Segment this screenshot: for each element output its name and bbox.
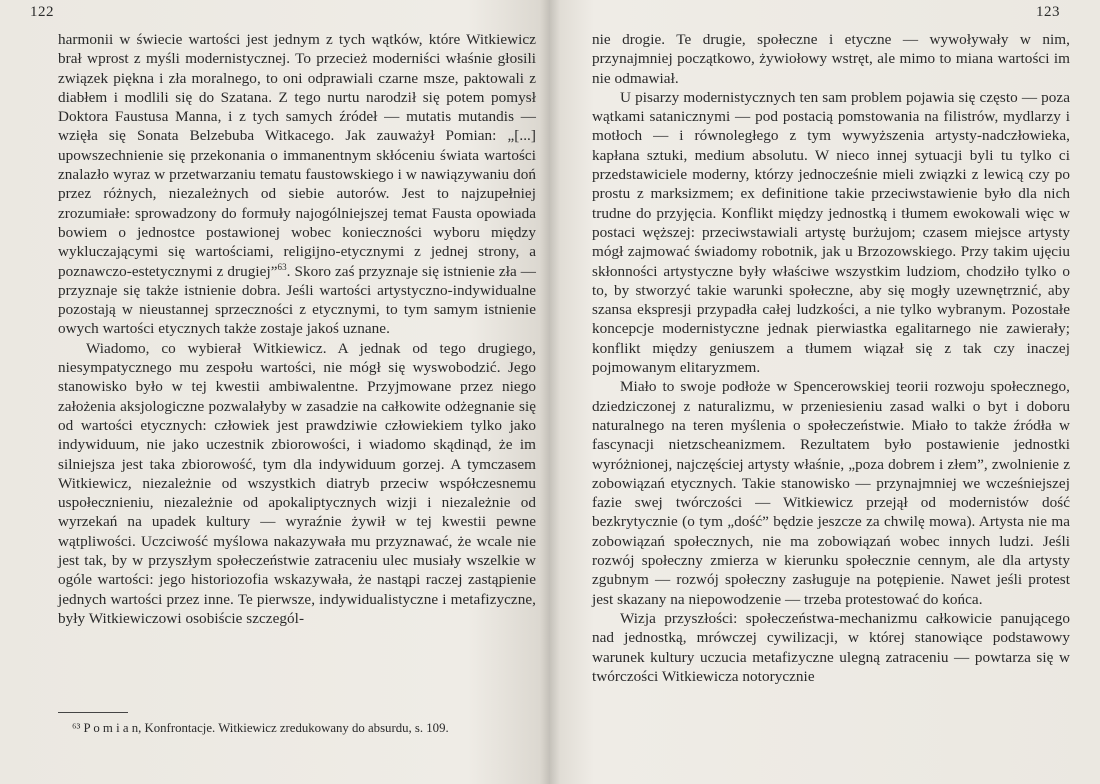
page-number-left: 122 [30, 4, 54, 20]
left-paragraph-1 [58, 30, 536, 339]
left-paragraph-1-text: harmonii w świecie wartości jest jednym z tych wątków, które Witkiewicz brał wprost z myśli modernistycznej. To przecież moderniści właśnie głosili związek piękna i zła moralnego, to oni odprawiali czarne msze, paktowali z diabłem i modlili się do Szatana. Z tego nurtu narodził się potem pomysł Doktora Faustusa Manna, i z tych samych źródeł — mutatis mutandis — wzięła się Sonata Belzebuba Witkacego. Jak zauważył Pomian: „[...] upowszechnienie się przekonania o immanentnym skłóceniu świata wartości znalazło wyraz w przetwarzaniu tematu faustowskiego i w nawiązywaniu doń przez różnych, niezależnych od siebie autorów. Jest to najzupełniej zrozumiałe: sprowadzony do formuły najogólniejszej temat Fausta opowiada bowiem o jednostce postawionej wobec konieczności wyboru między wykluczającymi się wartościami, religijno-etycznymi z jednej strony, a poznawczo-estetycznymi z drugiej” [58, 31, 536, 280]
right-page-body [592, 30, 1070, 686]
page-number-right: 123 [1036, 4, 1060, 20]
footnote-reference: 63 [277, 261, 287, 272]
footnote-divider [58, 712, 128, 713]
left-paragraph-2: Wiadomo, co wybierał Witkiewicz. A jednak od tego drugiego, niesympatycznego mu zespołu wartości, nie mógł się wyswobodzić. Jego stanowisko było w tej kwestii ambiwalentne. Przyjmowane przez niego założenia aksjologiczne pozwalałyby w zasadzie na całkowite odżegnanie się od wartości etycznych: człowiek jest prawdziwie człowiekiem tylko jako indywiduum, nie jako uczestnik zbiorowości, i wiadomo skądinąd, że im silniejsza jest taka zbiorowość, tym dla indywiduum gorzej. A tymczasem Witkiewicz, niezależnie od wszystkich diatryb przeciw współczesnemu uspołecznieniu, niezależnie od apokaliptycznych wizji i niezależnie od wyrzekań na upadek kultury — wyraźnie żywił w tej kwestii pewne wątpliwości. Uczciwość myślowa nakazywała mu przyznawać, że wcale nie jest tak, by w przyszłym społeczeństwie zatraceniu ulec musiały wszelkie w ogóle wartości: jego historiozofia wskazywała, że nastąpi raczej zastąpienie jednych wartości przez inne. Te pierwsze, indywidualistyczne i metafizyczne, były Witkiewiczowi osobiście szczegól- [58, 339, 536, 627]
right-paragraph-4: Wizja przyszłości: społeczeństwa-mechanizmu całkowicie panującego nad jednostką, mrówczej cywilizacji, w której stanowiące podstawowy warunek kultury uczucia metafizyczne ulegną zatraceniu — powtarza się w twórczości Witkiewicza notorycznie [592, 609, 1070, 685]
footnote: ⁶³ P o m i a n, Konfrontacje. Witkiewicz zredukowany do absurdu, s. 109. [72, 721, 449, 735]
right-paragraph-3: Miało to swoje podłoże w Spencerowskiej teorii rozwoju społecznego, dziedziczonej z naturalizmu, w przeniesieniu zasad walki o byt i doboru naturalnego na teren myślenia o społeczeństwie. Miało to także źródła w fascynacji nietzscheanizmem. Rezultatem było postawienie jednostki wyróżnionej, najczęściej artysty właśnie, „poza dobrem i złem”, zwolnienie z zobowiązań etycznych. Takie stanowisko — przynajmniej we wcześniejszej fazie swej twórczości — Witkiewicz przejął od modernistów dość bezkrytycznie (o tym „dość” będzie jeszcze za chwilę mowa). Artysta nie ma zobowiązań społecznych, nie ma zobowiązań wobec innych ludzi. Jeśli rozwój społeczny zmierza w kierunku społecznie cennym, ale dla artysty zgubnym — rozwój społeczny zasługuje na potępienie. Nawet jeśli protest jest skazany na niepowodzenie — trzeba protestować do końca. [592, 378, 1070, 608]
right-paragraph-2: U pisarzy modernistycznych ten sam problem pojawia się często — poza wątkami satanicznymi — pod postacią pomstowania na filistrów, mydlarzy i motłoch — i równoległego z tym wywyższenia artysty-nadczłowieka, kapłana sztuki, medium absolutu. W nieco innej sytuacji byli tu tylko ci przedstawiciele moderny, którzy jednocześnie mieli związki z lewicą czy po prostu z marksizmem; ex definitione takie przeciwstawienie było dla nich trudne do przyjęcia. Konflikt między jednostką i tłumem ewokowali więc w postaci węższej: przeciwstawiali artystę burżujom; czasem miejsce artysty mógł zajmować świadomy robotnik, jak u Brzozowskiego. Przy takim ujęciu skłonności artystyczne były właściwe wszystkim ludziom, chodziło tylko o to, by stworzyć takie warunki społeczne, aby się mogły uzewnętrznić, aby szansa ekspresji przypadła całej ludzkości, a nie tylko wybranym. Pozostałe koncepcje modernistyczne jednak pierwiastka egalitarnego nie zawierały; konflikt między geniuszem a tłumem wiązał się z tak czy inaczej pojmowanym elitaryzmem. [592, 88, 1070, 377]
right-paragraph-1: nie drogie. Te drugie, społeczne i etyczne — wywoływały w nim, przynajmniej początkowo, żywiołowy wstręt, ale mimo to miana wartości im nie odmawiał. [592, 31, 1070, 87]
left-page-body [58, 30, 536, 628]
right-page [550, 0, 1100, 784]
left-paragraph-1-tail: . Skoro zaś przyznaje się istnienie zła — przyznaje się także istnienie dobra. Jeśli wartości artystyczno-indywidualne pozostają w nieustannej sprzeczności z etycznymi, to tym samym istnienie owych wartości etycznych także zostaje jakoś uznane. [58, 262, 536, 338]
